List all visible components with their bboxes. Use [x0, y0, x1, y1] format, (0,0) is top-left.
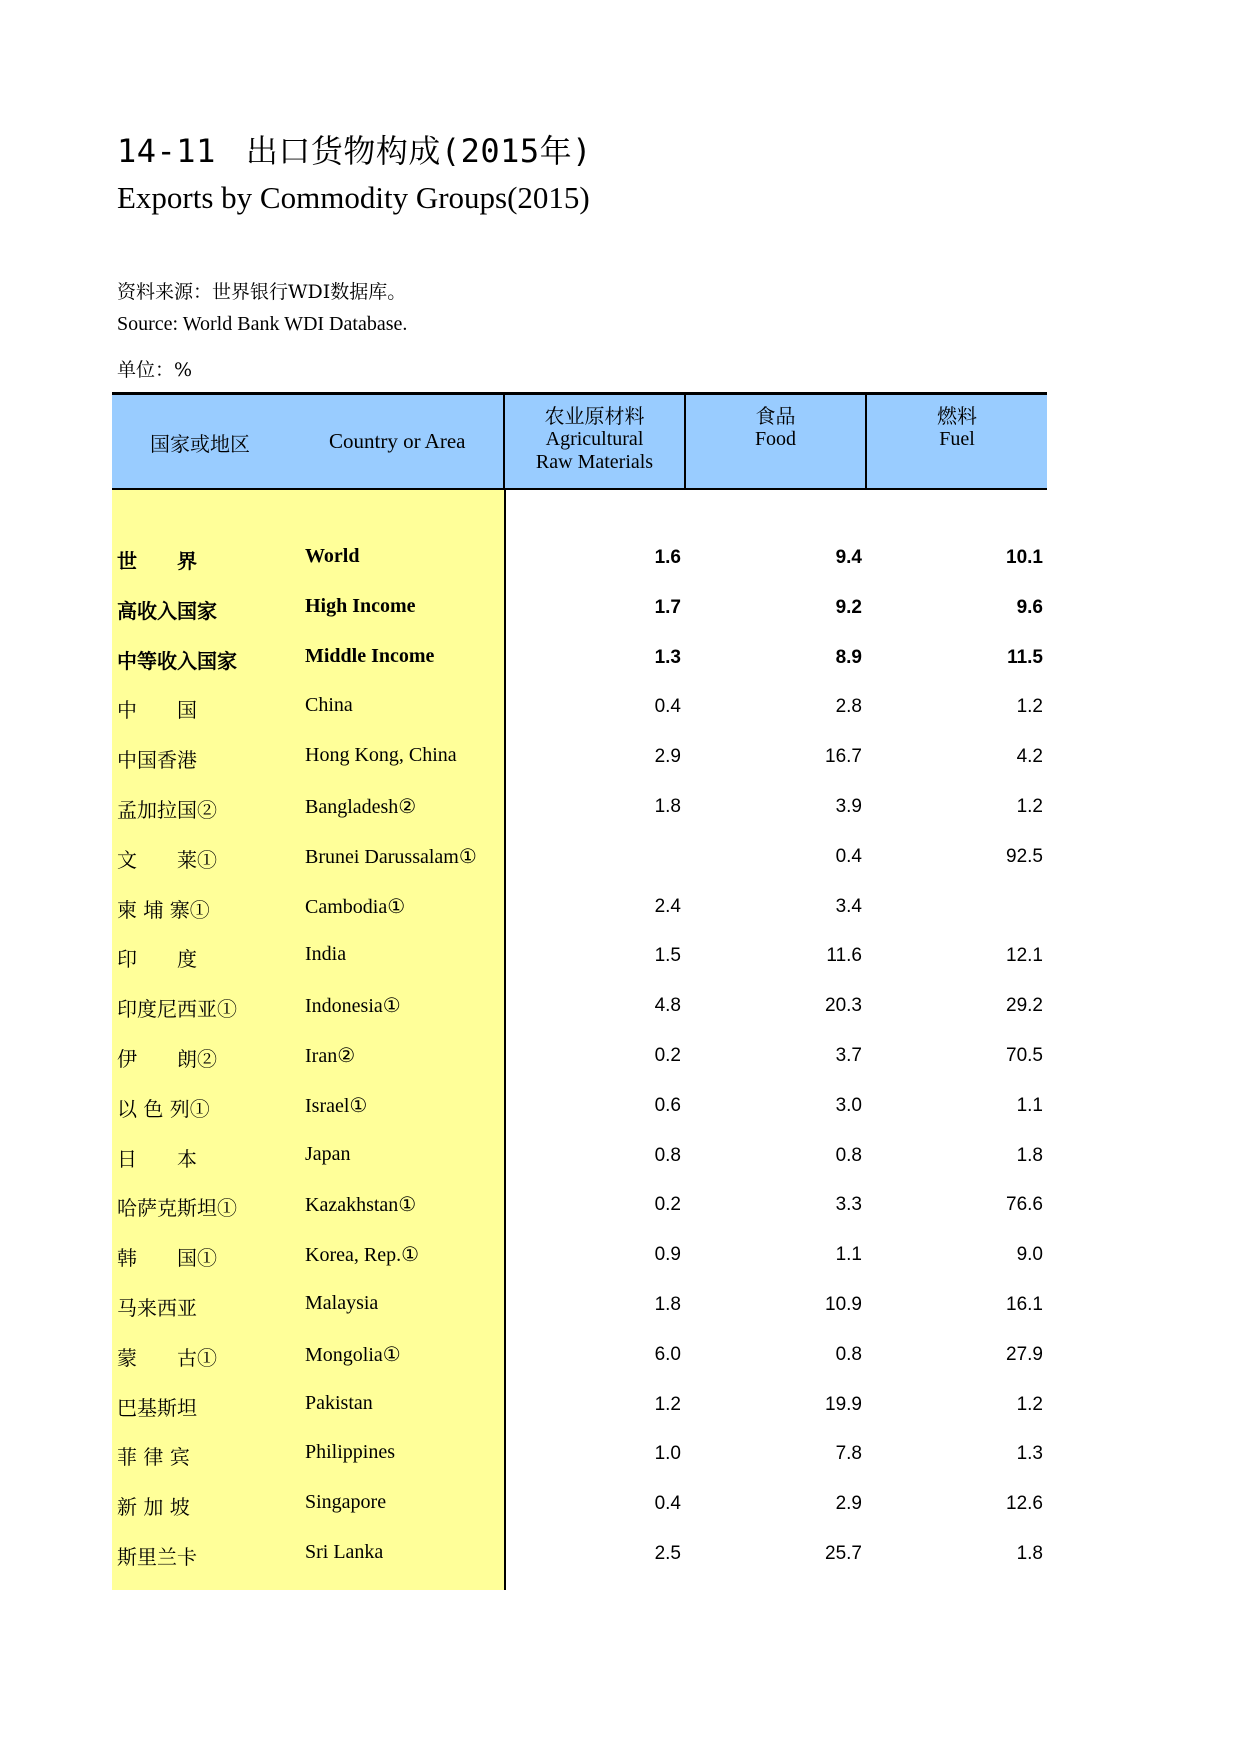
agri-raw-materials-value: 0.2	[654, 1045, 681, 1066]
table-row	[112, 888, 1047, 928]
table-row	[112, 1386, 1047, 1426]
country-name-cn: 世 界	[117, 549, 197, 573]
food-value: 1.1	[835, 1244, 862, 1266]
food-value: 10.9	[825, 1294, 862, 1315]
country-name-cn: 新 加 坡	[117, 1495, 190, 1520]
country-name-en: Kazakhstan①	[305, 1194, 417, 1217]
agri-raw-materials-value: 4.8	[654, 995, 681, 1017]
table-row	[112, 1286, 1047, 1326]
fuel-value: 9.6	[1016, 596, 1043, 618]
food-value: 8.9	[835, 646, 862, 668]
header-fuel	[867, 405, 1047, 451]
country-name-cn: 印 度	[117, 947, 197, 972]
country-name-en: Japan	[305, 1142, 351, 1165]
table-row	[112, 1435, 1047, 1475]
page-title-en: Exports by Commodity Groups(2015)	[117, 180, 590, 215]
country-name-cn: 中国香港	[117, 748, 197, 773]
table-row	[112, 788, 1047, 828]
fuel-value: 1.8	[1016, 1144, 1043, 1166]
exports-table	[112, 392, 1047, 1590]
country-name-en: Mongolia①	[305, 1343, 401, 1366]
agri-raw-materials-value: 2.4	[654, 895, 681, 917]
country-name-en: India	[305, 943, 347, 966]
header-fuel-cn: 燃料	[937, 404, 977, 428]
food-value: 2.8	[835, 696, 862, 718]
country-name-en: Hong Kong, China	[305, 744, 457, 767]
country-name-cn: 以 色 列①	[117, 1096, 210, 1121]
country-name-en: Cambodia①	[305, 895, 406, 918]
country-name-cn: 韩 国①	[117, 1246, 217, 1271]
agri-raw-materials-value: 0.9	[654, 1244, 681, 1266]
country-name-cn: 中 国	[117, 698, 197, 723]
header-food	[686, 405, 865, 451]
food-value: 11.6	[826, 945, 862, 967]
country-name-cn: 文 莱①	[117, 847, 217, 872]
header-food-cn: 食品	[755, 404, 796, 428]
food-value: 3.7	[835, 1045, 862, 1066]
table-row	[112, 1485, 1047, 1525]
unit-label: 单位：%	[117, 359, 193, 381]
country-name-cn: 菲 律 宾	[117, 1445, 190, 1470]
country-name-cn: 孟加拉国②	[117, 798, 217, 822]
table-body	[112, 490, 1047, 1590]
food-value: 0.8	[835, 1343, 862, 1365]
fuel-value: 12.1	[1006, 945, 1043, 967]
header-fuel-en: Fuel	[939, 428, 975, 450]
table-row	[112, 1236, 1047, 1276]
country-name-en: Malaysia	[305, 1292, 379, 1314]
country-name-cn: 巴基斯坦	[117, 1395, 197, 1420]
country-name-en: Middle Income	[305, 644, 435, 667]
table-row	[112, 639, 1047, 679]
country-name-en: Bangladesh②	[305, 796, 417, 818]
source-note-cn: 资料来源：世界银行WDI数据库。	[117, 281, 407, 303]
fuel-value: 29.2	[1006, 995, 1043, 1017]
table-row	[112, 1087, 1047, 1127]
header-food-en: Food	[754, 428, 797, 450]
country-name-en: High Income	[305, 594, 416, 617]
fuel-value: 1.1	[1016, 1094, 1043, 1116]
header-country-cn: 国家或地区	[150, 432, 250, 456]
agri-raw-materials-value: 2.9	[654, 746, 681, 768]
table-row	[112, 1137, 1047, 1177]
fuel-value: 70.5	[1006, 1045, 1043, 1066]
source-note-en: Source: World Bank WDI Database.	[117, 313, 408, 335]
header-agri-en2: Raw Materials	[535, 451, 654, 473]
country-name-cn: 日 本	[117, 1146, 197, 1171]
table-row	[112, 738, 1047, 778]
country-name-en: Philippines	[305, 1441, 396, 1464]
food-value: 3.9	[835, 796, 862, 817]
food-value: 0.8	[835, 1144, 862, 1166]
country-name-en: Israel①	[305, 1094, 368, 1117]
country-name-cn: 哈萨克斯坦①	[117, 1196, 237, 1221]
agri-raw-materials-value: 0.2	[654, 1194, 681, 1216]
table-row	[112, 937, 1047, 977]
agri-raw-materials-value: 1.3	[654, 646, 681, 668]
fuel-value: 1.3	[1016, 1443, 1043, 1465]
agri-raw-materials-value: 1.0	[654, 1443, 681, 1465]
country-name-cn: 中等收入国家	[117, 648, 237, 673]
fuel-value: 9.0	[1016, 1244, 1043, 1266]
fuel-value: 1.2	[1016, 796, 1043, 817]
country-name-cn: 伊 朗②	[117, 1047, 217, 1071]
fuel-value: 4.2	[1016, 746, 1043, 768]
country-name-cn: 蒙 古①	[117, 1345, 217, 1370]
table-row	[112, 1186, 1047, 1226]
table-number: 14-11	[117, 132, 216, 170]
table-row	[112, 1535, 1047, 1575]
table-row	[112, 987, 1047, 1027]
table-row	[112, 688, 1047, 728]
agri-raw-materials-value: 1.8	[654, 1294, 681, 1315]
country-name-en: World	[305, 545, 360, 567]
agri-raw-materials-value: 1.6	[654, 547, 681, 568]
agri-raw-materials-value: 6.0	[654, 1343, 681, 1365]
food-value: 9.2	[835, 596, 862, 618]
fuel-value: 1.8	[1016, 1543, 1043, 1564]
country-name-cn: 马来西亚	[117, 1296, 197, 1320]
country-name-en: Korea, Rep.①	[305, 1244, 420, 1267]
country-name-cn: 斯里兰卡	[117, 1545, 197, 1569]
header-agri	[505, 405, 684, 474]
country-name-cn: 印度尼西亚①	[117, 997, 237, 1022]
agri-raw-materials-value: 1.7	[654, 596, 681, 618]
food-value: 25.7	[825, 1543, 862, 1564]
page-title-cn	[117, 126, 592, 172]
fuel-value: 1.2	[1016, 1393, 1043, 1415]
table-row	[112, 1037, 1047, 1077]
country-name-en: Indonesia①	[305, 995, 401, 1018]
agri-raw-materials-value: 0.6	[654, 1094, 681, 1116]
country-name-en: Iran②	[305, 1045, 356, 1067]
agri-raw-materials-value: 0.4	[654, 696, 681, 718]
fuel-value: 10.1	[1006, 547, 1043, 568]
food-value: 0.4	[835, 845, 862, 867]
table-row	[112, 838, 1047, 878]
table-row	[112, 539, 1047, 579]
country-name-en: Pakistan	[305, 1391, 373, 1414]
food-value: 19.9	[825, 1393, 862, 1415]
country-name-cn: 高收入国家	[117, 598, 217, 623]
table-row	[112, 589, 1047, 629]
fuel-value: 11.5	[1007, 646, 1043, 668]
food-value: 9.4	[835, 547, 862, 568]
food-value: 16.7	[825, 746, 862, 768]
food-value: 20.3	[825, 995, 862, 1017]
country-name-en: Brunei Darussalam①	[305, 845, 477, 868]
fuel-value: 16.1	[1006, 1294, 1043, 1315]
food-value: 3.3	[835, 1194, 862, 1216]
food-value: 3.4	[835, 895, 862, 917]
agri-raw-materials-value: 0.4	[654, 1493, 681, 1515]
food-value: 7.8	[835, 1443, 862, 1465]
header-agri-en1: Agricultural	[545, 428, 644, 450]
header-agri-cn: 农业原材料	[544, 404, 645, 428]
fuel-value: 12.6	[1006, 1493, 1043, 1515]
country-name-en: Singapore	[305, 1491, 387, 1514]
food-value: 3.0	[835, 1094, 862, 1116]
food-value: 2.9	[835, 1493, 862, 1515]
fuel-value: 76.6	[1006, 1194, 1043, 1216]
agri-raw-materials-value: 1.5	[654, 945, 681, 967]
agri-raw-materials-value: 0.8	[654, 1144, 681, 1166]
table-row	[112, 1336, 1047, 1376]
fuel-value: 92.5	[1006, 845, 1043, 867]
country-name-en: Sri Lanka	[305, 1541, 384, 1563]
agri-raw-materials-value: 1.2	[654, 1393, 681, 1415]
header-country-en: Country or Area	[329, 429, 466, 453]
agri-raw-materials-value: 1.8	[654, 796, 681, 817]
country-name-cn: 柬 埔 寨①	[117, 897, 210, 922]
title-cn-text: 出口货物构成(2015年)	[245, 132, 592, 170]
fuel-value: 1.2	[1016, 696, 1043, 718]
agri-raw-materials-value: 2.5	[654, 1543, 681, 1564]
country-name-en: China	[305, 694, 353, 717]
fuel-value: 27.9	[1006, 1343, 1043, 1365]
table-header	[112, 392, 1047, 490]
